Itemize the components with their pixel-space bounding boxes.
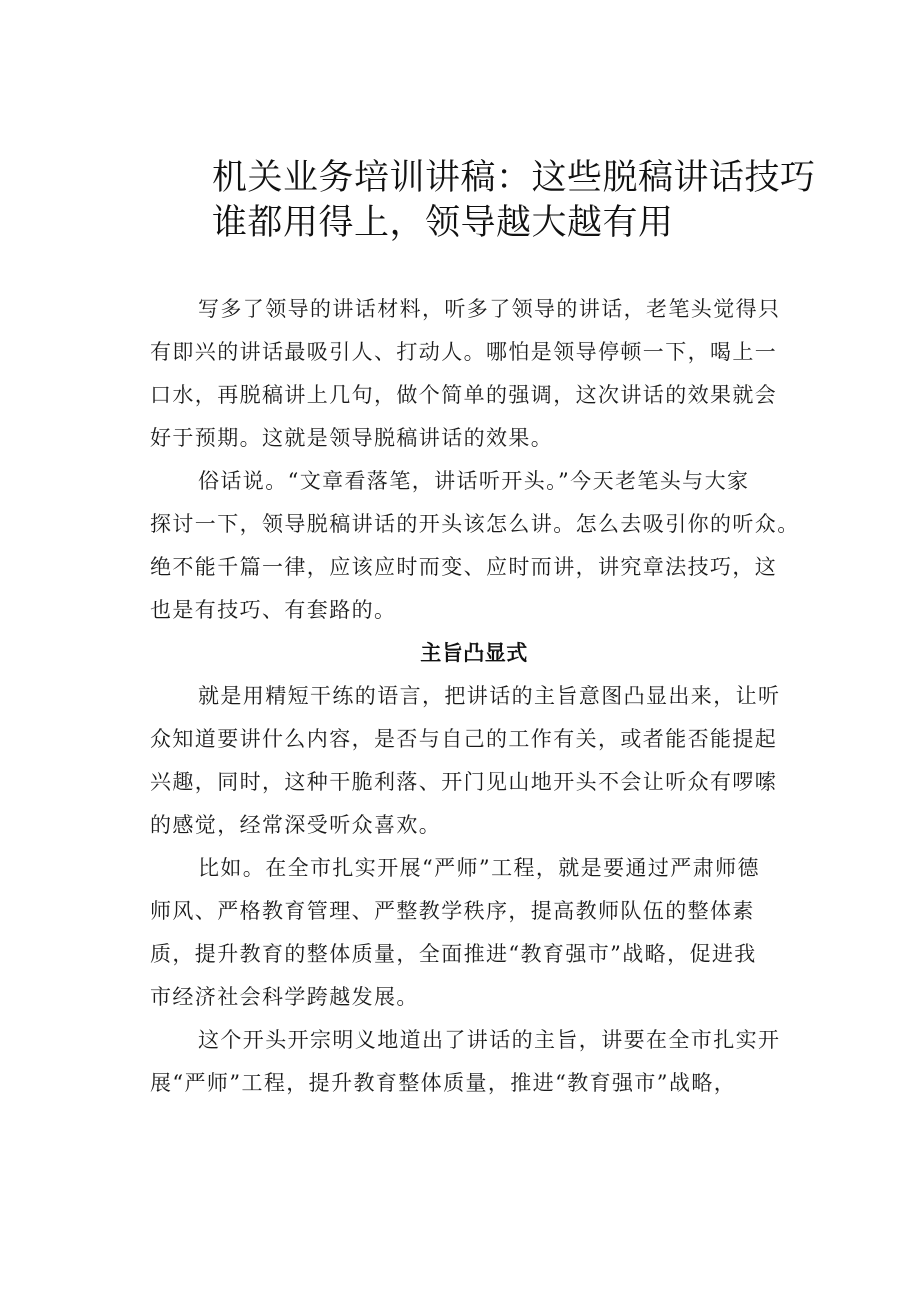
paragraph-4 [150,847,810,1019]
text-line: 探讨一下，领导脱稿讲话的开头该怎么讲。怎么去吸引你的听众。 [150,512,800,536]
paragraph-1 [150,288,810,460]
text-line: 质，提升教育的整体质量，全面推进“教育强市”战略，促进我 [150,942,757,966]
text-line: 众知道要讲什么内容，是否与自己的工作有关，或者能否能提起 [150,727,778,751]
document-body [150,288,810,1105]
text-line: 的感觉，经常深受听众喜欢。 [150,813,442,837]
text-line: 好于预期。这就是领导脱稿讲话的效果。 [150,426,554,450]
paragraph-5 [150,1019,810,1105]
text-line: 师风、严格教育管理、严整教学秩序，提高教师队伍的整体素 [150,899,755,923]
title-line-1: 机关业务培训讲稿：这些脱稿讲话技巧 [212,158,816,198]
text-line: 写多了领导的讲话材料，听多了领导的讲话，老笔头觉得只 [198,297,781,321]
text-line: 展“严师”工程，提升教育整体质量，推进“教育强市”战略， [150,1071,737,1095]
document-title [212,156,816,246]
text-line: 市经济社会科学跨越发展。 [150,985,419,1009]
text-line: 兴趣，同时，这种干脆利落、开门见山地开头不会让听众有啰嗦 [150,770,778,794]
text-line: 绝不能千篇一律，应该应时而变、应时而讲，讲究章法技巧，这 [150,555,778,579]
text-line: 有即兴的讲话最吸引人、打动人。哪怕是领导停顿一下，喝上一 [150,340,778,364]
text-line: 俗话说。“文章看落笔，讲话听开头。”今天老笔头与大家 [198,469,750,493]
paragraph-3 [150,675,810,847]
section-heading: 主旨凸显式 [420,641,528,665]
text-line: 就是用精短干练的语言，把讲话的主旨意图凸显出来，让听 [198,684,781,708]
title-line-2: 谁都用得上，领导越大越有用 [212,203,674,243]
paragraph-2 [150,460,810,632]
text-line: 比如。在全市扎实开展“严师”工程，就是要通过严肃师德 [198,856,760,880]
text-line: 口水，再脱稿讲上几句，做个简单的强调，这次讲话的效果就会 [150,383,778,407]
text-line: 也是有技巧、有套路的。 [150,598,397,622]
text-line: 这个开头开宗明义地道出了讲话的主旨，讲要在全市扎实开 [198,1028,781,1052]
